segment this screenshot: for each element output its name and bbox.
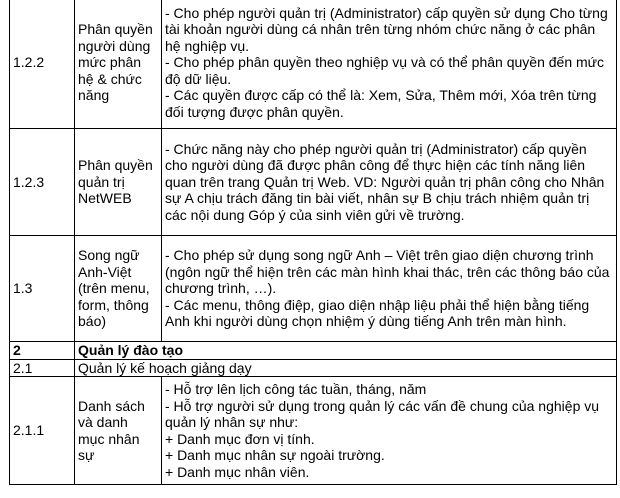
description-line: + Danh mục đơn vị tính. (165, 430, 315, 447)
feature-description (162, 129, 617, 236)
feature-description (162, 0, 617, 129)
requirements-table (9, 0, 617, 485)
description-line: - Cho phép phân quyền theo nghiệp vụ và có thể phân quyền đến mức độ dữ liệu. (165, 54, 605, 87)
description-line: - Chức năng này cho phép người quản trị (Administrator) cấp quyền cho người dùng đã được phân công để thực hiện các tính năng liên quan trên trang Quản trị Web. VD: Người quản trị phân công cho Nhân sự A chịu trách đăng tin bài viết, nhân sự B chịu trách nhiệm quản trị các nội dung Góp ý của sinh viên gửi về trường. (165, 140, 605, 223)
description-line: - Các menu, thông điệp, giao diện nhập liệu phải thể hiện bằng tiếng Anh khi người dùng chọn nhiệm ý dùng tiếng Anh trên màn hình. (165, 296, 590, 330)
feature-name: Danh sách và danh mục nhân sự (75, 377, 162, 485)
feature-name: Song ngữ Anh-Việt (trên menu, form, thông báo) (75, 236, 162, 342)
feature-name: Phân quyền quản trị NetWEB (75, 129, 162, 236)
table-row (10, 377, 617, 485)
section-title: Quản lý đào tạo (75, 342, 617, 360)
description-line: - Cho phép sử dụng song ngữ Anh – Việt trên giao diện chương trình (ngôn ngữ thể hiện trên các màn hình khai thác, trên các thông báo của chương trình, …). (165, 247, 610, 297)
table-row (10, 129, 617, 236)
description-line: - Các quyền được cấp có thể là: Xem, Sửa, Thêm mới, Xóa trên từng đối tượng được phân quyền. (165, 87, 597, 120)
description-line: - Hỗ trợ người sử dụng trong quản lý các vấn đề chung của nghiệp vụ quản lý nhân sự như: (165, 397, 600, 430)
description-line: + Danh mục nhân sự ngoài trường. (165, 447, 385, 463)
table-row (10, 0, 617, 129)
description-line: - Hỗ trợ lên lịch công tác tuần, tháng, năm (165, 381, 427, 397)
row-number: 1.3 (10, 236, 75, 342)
table-row (10, 236, 617, 342)
section-number: 2 (10, 342, 75, 360)
row-number: 1.2.3 (10, 129, 75, 236)
description-line: - Cho phép người quản trị (Administrator) cấp quyền sử dụng Cho từng tài khoản người dùng cá nhân trên từng nhóm chức năng ở các phân hệ nghiệp vụ. (165, 4, 608, 54)
row-number: 1.2.2 (10, 0, 75, 129)
feature-name: Phân quyền người dùng mức phân hệ & chức năng (75, 0, 162, 129)
description-line: + Danh mục nhân viên. (165, 463, 310, 480)
subsection-number: 2.1 (10, 359, 75, 377)
row-number: 2.1.1 (10, 377, 75, 485)
subsection-row (10, 359, 617, 377)
section-row (10, 342, 617, 360)
feature-description (162, 377, 617, 485)
subsection-title: Quản lý kế hoạch giảng dạy (75, 359, 617, 377)
feature-description (162, 236, 617, 342)
